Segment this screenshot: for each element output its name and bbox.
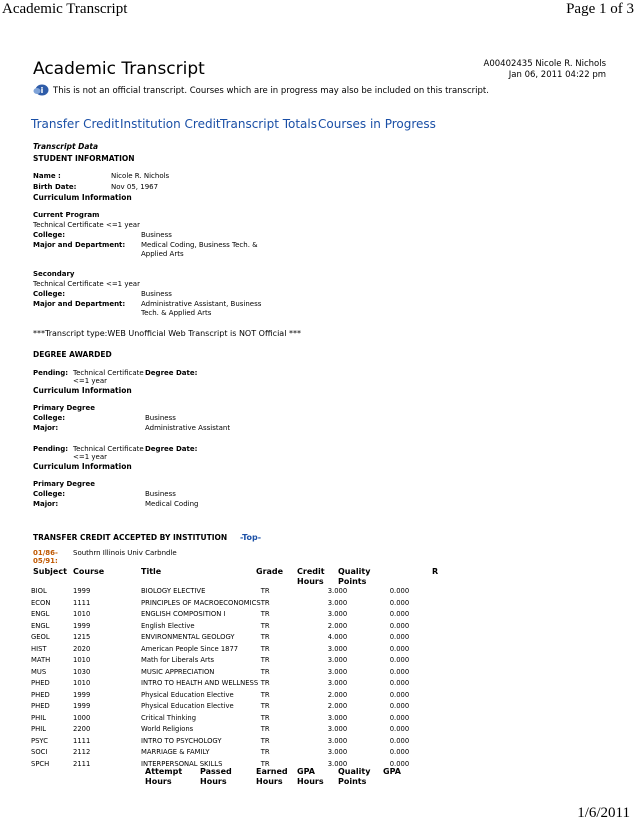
cell-quality-points: 0.000 [389,587,410,595]
cell-quality-points: 0.000 [389,656,410,664]
student-id-block [484,59,606,81]
cell-quality-points: 0.000 [389,748,410,756]
table-row [31,679,420,691]
cell-subject: PHIL [31,713,47,722]
cell-subject: BIOL [31,587,47,595]
cell-quality-points: 0.000 [389,633,410,641]
table-row [31,645,420,657]
totals-gpa-hours [297,767,324,787]
cell-credit-hours: 3.000 [327,679,348,687]
degree-curriculum-heading: Curriculum Information [33,386,132,395]
cell-credit-hours: 3.000 [327,759,348,768]
cell-course: 1999 [73,702,91,710]
degree-college-value-2: Business [145,490,176,498]
col-quality-line1: Quality [338,567,371,576]
cell-course: 1000 [73,713,91,722]
cell-grade: TR [260,667,270,676]
cell-title: INTERPERSONAL SKILLS [141,759,223,768]
degree-major-label: Major: [33,424,59,432]
table-row [31,656,420,668]
cell-credit-hours: 3.000 [327,598,348,607]
degree-date-label: Degree Date: [145,369,198,377]
transfer-institution: Southrn Illinois Univ Carbndle [73,549,177,557]
table-row [31,714,420,726]
totals-attempt-hours [145,767,182,787]
secondary-college-label: College: [33,290,66,298]
secondary-college-value: Business [141,290,172,298]
term-line2: 05/91: [33,557,58,565]
transfer-credit-heading: TRANSFER CREDIT ACCEPTED BY INSTITUTION [33,533,228,542]
totals-passed-line1: Passed [200,767,232,776]
cell-subject: PHED [31,702,50,710]
cell-credit-hours: 3.000 [327,587,348,595]
degree-college-label: College: [33,414,66,422]
cell-course: 1999 [73,587,91,595]
cell-title: INTRO TO PSYCHOLOGY [141,736,222,745]
cell-grade: TR [260,679,270,687]
degree-college-label-2: College: [33,490,66,498]
top-link[interactable]: -Top- [240,533,262,542]
cell-quality-points: 0.000 [389,621,410,630]
cell-title: Math for Liberals Arts [141,656,215,664]
program-name: Technical Certificate <=1 year [33,221,140,229]
cell-course: 1999 [73,690,91,699]
table-row [31,668,420,680]
cell-course: 1030 [73,667,91,676]
cell-grade: TR [260,633,270,641]
degree-curriculum-heading-2: Curriculum Information [33,462,132,471]
col-credit-line2: Hours [297,577,324,586]
notice-text: This is not an official transcript. Courses which are in progress may also be included on this transcript. [53,86,489,96]
secondary-label: Secondary [33,270,75,278]
cell-quality-points: 0.000 [389,725,410,733]
cell-grade: TR [260,748,270,756]
table-row [31,633,420,645]
col-subject: Subject [33,567,67,576]
cell-quality-points: 0.000 [389,667,410,676]
cell-credit-hours: 3.000 [327,725,348,733]
cell-subject: MUS [31,667,47,676]
birth-date-label: Birth Date: [33,183,77,191]
cell-grade: TR [260,656,270,664]
cell-subject: PSYC [31,736,48,745]
major-dept-line1: Medical Coding, Business Tech. & [141,241,258,249]
totals-quality-line1: Quality [338,767,371,776]
col-quality-points [338,567,370,587]
totals-gpa-line2: Hours [297,777,324,786]
nav-courses-in-progress[interactable]: Courses in Progress [318,117,436,131]
totals-earned-hours [256,767,288,787]
cell-credit-hours: 3.000 [327,656,348,664]
cell-course: 1111 [73,736,91,745]
cell-course: 2111 [73,759,91,768]
nav-institution-credit[interactable]: Institution Credit [120,117,221,131]
cell-title: English Elective [141,621,195,630]
cell-quality-points: 0.000 [389,598,410,607]
cell-course: 1215 [73,633,91,641]
cell-title: ENGLISH COMPOSITION I [141,610,226,618]
birth-date: Nov 05, 1967 [111,183,159,191]
secondary-program: Technical Certificate <=1 year [33,280,140,288]
cell-subject: SOCI [31,748,48,756]
col-quality-line2: Points [338,577,367,586]
cell-course: 1010 [73,679,91,687]
table-row [31,587,420,599]
primary-degree-label-2: Primary Degree [33,480,95,488]
student-id-line: A00402435 Nicole R. Nichols [483,59,606,69]
cell-credit-hours: 4.000 [327,633,348,641]
degree-college-value: Business [145,414,176,422]
name-label: Name : [33,172,61,180]
college-label: College: [33,231,66,239]
cell-grade: TR [260,621,270,630]
cell-grade: TR [260,725,270,733]
totals-quality-points [338,767,370,787]
cell-subject: MATH [31,656,51,664]
cell-subject: PHED [31,690,50,699]
col-credit-line1: Credit [297,567,325,576]
cell-title: Physical Education Elective [141,702,234,710]
cell-course: 1010 [73,656,91,664]
cell-quality-points: 0.000 [389,679,410,687]
cell-credit-hours: 3.000 [327,748,348,756]
cell-quality-points: 0.000 [389,759,410,768]
secondary-major-line1: Administrative Assistant, Business [141,300,262,308]
cell-grade: TR [260,587,270,595]
cell-course: 1111 [73,598,91,607]
cell-subject: ECON [31,598,51,607]
col-credit-hours [297,567,325,587]
curriculum-heading: Curriculum Information [33,193,132,202]
nav-transfer-credit[interactable]: Transfer Credit [31,117,120,131]
totals-passed-hours [200,767,232,787]
timestamp: Jan 06, 2011 04:22 pm [508,70,606,80]
col-title: Title [141,567,162,576]
transcript-type: ***Transcript type:WEB Unofficial Web Transcript is NOT Official *** [33,329,301,338]
pending-label-2: Pending: [33,445,69,453]
cell-title: American People Since 1877 [141,644,239,653]
info-icon [33,84,49,96]
footer-date: 1/6/2011 [577,805,630,821]
table-row [31,622,420,634]
cell-grade: TR [260,644,270,653]
cell-quality-points: 0.000 [389,690,410,699]
cell-subject: ENGL [31,621,50,630]
table-row [31,599,420,611]
cell-grade: TR [260,610,270,618]
cell-credit-hours: 3.000 [327,644,348,653]
totals-earned-line1: Earned [256,767,288,776]
cell-title: World Religions [141,725,194,733]
pending-degree-line2: <=1 year [73,377,108,385]
cell-title: BIOLOGY ELECTIVE [141,587,206,595]
pending-label: Pending: [33,369,69,377]
table-row [31,725,420,737]
cell-grade: TR [260,598,270,607]
totals-passed-line2: Hours [200,777,227,786]
cell-course: 1999 [73,621,91,630]
page-title: Academic Transcript [33,59,205,79]
totals-quality-line2: Points [338,777,367,786]
totals-gpa-line1: GPA [297,767,315,776]
student-name: Nicole R. Nichols [111,172,170,180]
college-value: Business [141,231,172,239]
primary-degree-label: Primary Degree [33,404,95,412]
cell-grade: TR [260,690,270,699]
page-number: Page 1 of 3 [566,1,634,17]
major-dept-label: Major and Department: [33,241,126,249]
cell-subject: PHIL [31,725,47,733]
cell-quality-points: 0.000 [389,644,410,653]
cell-subject: GEOL [31,633,50,641]
cell-subject: HIST [31,644,47,653]
cell-subject: ENGL [31,610,50,618]
table-row [31,610,420,622]
cell-quality-points: 0.000 [389,702,410,710]
col-course: Course [73,567,105,576]
totals-attempt-line1: Attempt [145,767,183,776]
cell-credit-hours: 2.000 [327,690,348,699]
cell-course: 2200 [73,725,91,733]
svg-text:i: i [40,86,44,95]
major-dept-line2: Applied Arts [141,250,184,258]
cell-title: PRINCIPLES OF MACROECONOMICS [141,598,261,607]
totals-earned-line2: Hours [256,777,283,786]
degree-major-value-2: Medical Coding [145,500,199,508]
cell-title: MUSIC APPRECIATION [141,667,215,676]
cell-subject: PHED [31,679,50,687]
cell-credit-hours: 3.000 [327,713,348,722]
table-row [31,748,420,760]
current-program-label: Current Program [33,211,100,219]
totals-attempt-line2: Hours [145,777,172,786]
cell-title: Physical Education Elective [141,690,234,699]
cell-course: 2112 [73,748,91,756]
degree-date-label-2: Degree Date: [145,445,198,453]
pending-degree-2-line1: Technical Certificate [73,445,144,453]
cell-quality-points: 0.000 [389,736,410,745]
transcript-data-label: Transcript Data [33,142,99,151]
pending-degree-line1: Technical Certificate [73,369,144,377]
cell-title: MARRIAGE & FAMILY [141,748,210,756]
degree-major-value: Administrative Assistant [145,424,231,432]
nav-transcript-totals[interactable]: Transcript Totals [220,117,317,131]
degree-awarded-heading: DEGREE AWARDED [33,350,112,359]
table-row [31,691,420,703]
cell-credit-hours: 3.000 [327,736,348,745]
cell-grade: TR [260,713,270,722]
degree-major-label-2: Major: [33,500,59,508]
cell-title: Critical Thinking [141,713,197,722]
secondary-major-line2: Tech. & Applied Arts [141,309,212,317]
col-grade: Grade [256,567,284,576]
cell-credit-hours: 2.000 [327,702,348,710]
table-row [31,737,420,749]
term-line1: 01/86- [33,549,58,557]
cell-subject: SPCH [31,759,50,768]
cell-grade: TR [260,736,270,745]
cell-grade: TR [260,702,270,710]
cell-credit-hours: 3.000 [327,667,348,676]
cell-title: INTRO TO HEALTH AND WELLNESS [141,679,259,687]
page-header-title: Academic Transcript [2,1,128,17]
cell-grade: TR [260,759,270,768]
student-info-heading: STUDENT INFORMATION [33,154,135,163]
table-row [31,702,420,714]
transfer-courses-table [31,587,420,771]
cell-quality-points: 0.000 [389,610,410,618]
cell-title: ENVIRONMENTAL GEOLOGY [141,633,235,641]
cell-credit-hours: 2.000 [327,621,348,630]
col-r: R [432,567,439,576]
cell-course: 2020 [73,644,91,653]
cell-course: 1010 [73,610,91,618]
pending-degree-2-line2: <=1 year [73,453,108,461]
secondary-major-label: Major and Department: [33,300,126,308]
cell-credit-hours: 3.000 [327,610,348,618]
cell-quality-points: 0.000 [389,713,410,722]
totals-gpa: GPA [383,767,401,776]
